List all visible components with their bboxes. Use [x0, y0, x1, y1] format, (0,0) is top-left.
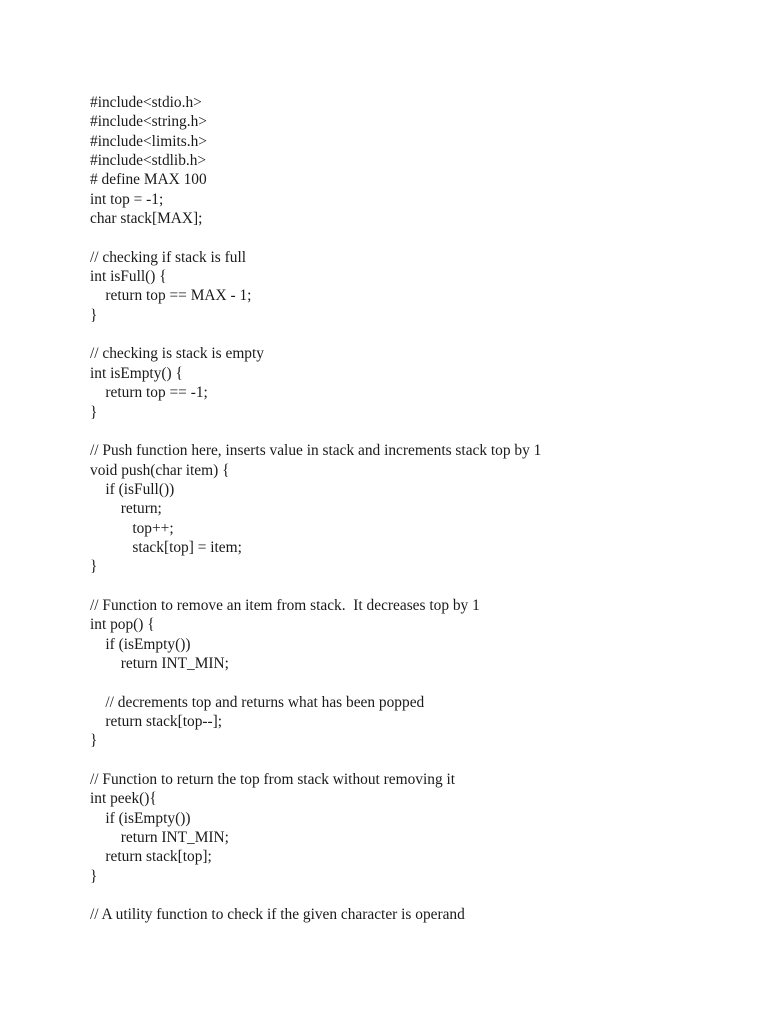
code-line: // decrements top and returns what has been popped — [90, 693, 425, 711]
code-line: int top = -1; — [90, 190, 164, 208]
code-document — [90, 93, 730, 925]
code-line — [90, 577, 730, 596]
code-line: // A utility function to check if the given character is operand — [90, 906, 465, 924]
code-line: return INT_MIN; — [90, 654, 229, 672]
code-line: // Push function here, inserts value in stack and increments stack top by 1 — [90, 442, 542, 460]
code-line: } — [90, 867, 98, 885]
code-line: #include<stdlib.h> — [90, 152, 207, 170]
code-line: int peek(){ — [90, 790, 157, 808]
code-line: int isFull() { — [90, 268, 167, 286]
code-line — [90, 325, 730, 344]
code-line: #include<string.h> — [90, 113, 207, 131]
code-line: int pop() { — [90, 616, 155, 634]
code-line: return stack[top]; — [90, 848, 212, 866]
code-line — [90, 886, 730, 905]
code-line: // checking if stack is full — [90, 248, 247, 266]
code-line: } — [90, 558, 98, 576]
code-line: // Function to return the top from stack without removing it — [90, 771, 456, 789]
code-line: #include<limits.h> — [90, 132, 207, 150]
code-line: } — [90, 732, 98, 750]
code-line: void push(char item) { — [90, 461, 230, 479]
code-line — [90, 673, 730, 692]
code-line: #include<stdio.h> — [90, 94, 202, 111]
code-line: return stack[top--]; — [90, 713, 223, 730]
code-line: } — [90, 403, 98, 421]
code-line: if (isEmpty()) — [90, 635, 191, 653]
code-line: return; — [90, 500, 162, 518]
code-line: char stack[MAX]; — [90, 210, 203, 228]
code-line: return INT_MIN; — [90, 829, 229, 847]
code-line: top++; — [90, 519, 174, 537]
code-line: } — [90, 306, 98, 324]
code-line: return top == -1; — [90, 384, 208, 402]
code-line — [90, 422, 730, 441]
code-line: // checking is stack is empty — [90, 345, 264, 363]
code-line: int isEmpty() { — [90, 364, 183, 382]
code-line — [90, 228, 730, 247]
code-line: if (isEmpty()) — [90, 809, 191, 827]
code-line: return top == MAX - 1; — [90, 287, 252, 305]
code-line — [90, 751, 730, 770]
code-line: # define MAX 100 — [90, 171, 207, 189]
code-line: stack[top] = item; — [90, 538, 242, 556]
code-line: if (isFull()) — [90, 480, 175, 498]
code-line: // Function to remove an item from stack. It decreases top by 1 — [90, 596, 480, 614]
